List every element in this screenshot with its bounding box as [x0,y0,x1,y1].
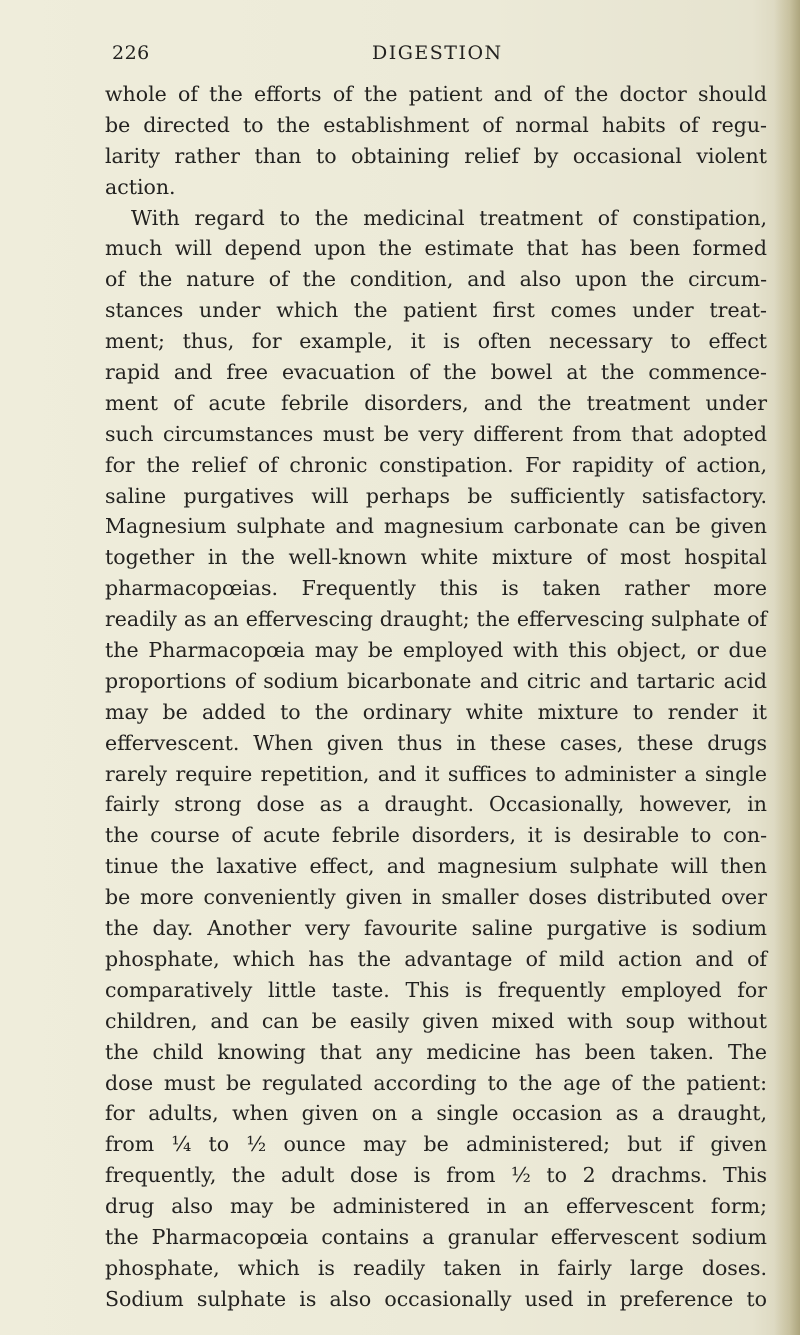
text-line: be more conveniently given in smaller doses distributed over [105,885,767,910]
text-line: dose must be regulated according to the age of the patient: [105,1070,767,1095]
text-line: whole of the efforts of the patient and of the doctor should [105,82,767,106]
text-line: the Pharmacopœia contains a granular effervescent sodium [105,1224,767,1249]
text-line: much will depend upon the estimate that has been formed [105,236,767,261]
text-line: the Pharmacopœia may be employed with this object, or due [105,638,767,663]
text-line: for adults, when given on a single occasion as a draught, [105,1101,767,1126]
text-line: the child knowing that any medicine has been taken. The [105,1039,767,1064]
text-line: phosphate, which is readily taken in fairly large doses. [105,1255,767,1280]
text-line: together in the well-known white mixture of most hospital [105,545,767,570]
text-line: phosphate, which has the advantage of mild action and of [105,946,767,971]
text-line: action. [105,174,176,199]
text-line: for the relief of chronic constipation. For rapidity of action, [105,452,767,477]
text-line: rapid and free evacuation of the bowel at the commence- [105,360,767,385]
text-line: such circumstances must be very different from that adopted [105,421,767,446]
running-head: DIGESTION [372,42,503,64]
page-header [0,42,800,70]
text-line: Sodium sulphate is also occasionally used in preference to [105,1286,767,1311]
text-line: the day. Another very favourite saline purgative is sodium [105,916,767,941]
text-line: rarely require repetition, and it suffices to administer a single [105,761,767,786]
text-line: pharmacopœias. Frequently this is taken rather more [105,576,767,601]
text-line: the course of acute febrile disorders, it is desirable to con- [105,823,767,848]
text-line: may be added to the ordinary white mixture to render it [105,699,767,724]
text-line: be directed to the establishment of normal habits of regu- [105,112,767,137]
text-line: of the nature of the condition, and also upon the circum- [105,267,767,292]
text-line: proportions of sodium bicarbonate and citric and tartaric acid [105,668,767,693]
text-line: effervescent. When given thus in these cases, these drugs [105,730,767,755]
text-line: ment of acute febrile disorders, and the treatment under [105,390,767,415]
text-line: readily as an effervescing draught; the effervescing sulphate of [105,607,767,632]
text-line: Magnesium sulphate and magnesium carbonate can be given [105,514,767,539]
text-line: from ¼ to ½ ounce may be administered; but if given [105,1132,767,1157]
text-line: saline purgatives will perhaps be sufficiently satisfactory. [105,483,767,508]
text-line: frequently, the adult dose is from ½ to 2 drachms. This [105,1163,767,1188]
text-line: larity rather than to obtaining relief by occasional violent [105,143,767,168]
text-line: ment; thus, for example, it is often necessary to effect [105,329,767,354]
text-line: comparatively little taste. This is frequently employed for [105,977,767,1002]
text-line: With regard to the medicinal treatment of constipation, [131,205,767,230]
text-line: fairly strong dose as a draught. Occasionally, however, in [105,792,767,817]
text-line: drug also may be administered in an effervescent form; [105,1194,767,1219]
page-number: 226 [112,42,150,64]
text-line: tinue the laxative effect, and magnesium sulphate will then [105,854,767,879]
text-line: children, and can be easily given mixed with soup without [105,1008,767,1033]
body-text [105,79,767,1315]
text-line: stances under which the patient first comes under treat- [105,298,767,323]
page-edge-shadow [774,0,800,1335]
